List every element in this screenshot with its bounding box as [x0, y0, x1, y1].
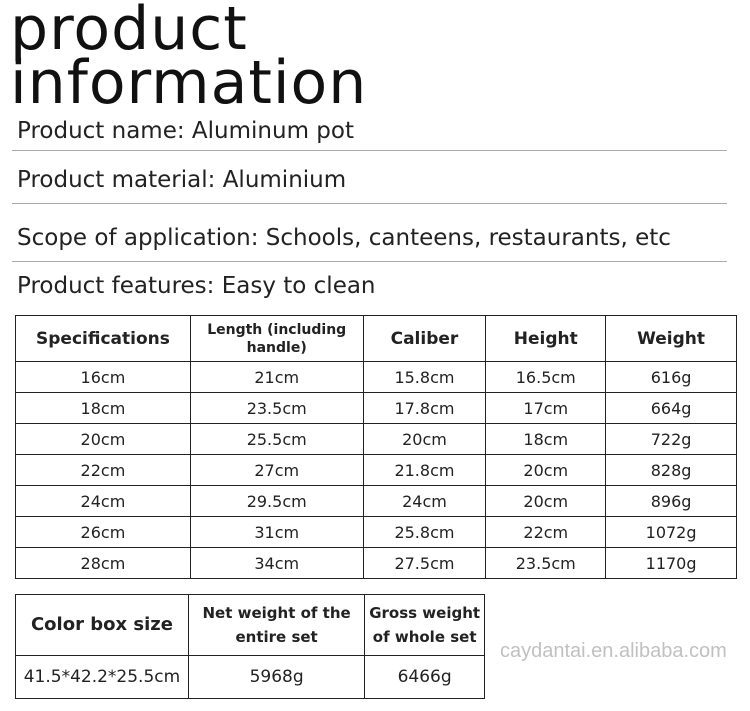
watermark: caydantai.en.alibaba.com [500, 640, 727, 662]
product-features: Product features: Easy to clean [17, 273, 376, 299]
divider [12, 203, 727, 204]
cell-specification: 20cm [16, 424, 191, 455]
title-line-2: information [10, 48, 368, 118]
cell-specification: 24cm [16, 486, 191, 517]
scope-of-application: Scope of application: Schools, canteens, restaurants, etc [17, 225, 671, 251]
cell-height: 23.5cm [486, 548, 606, 579]
cell-length: 27cm [190, 455, 363, 486]
specifications-table [15, 315, 737, 579]
cell-height: 16.5cm [486, 362, 606, 393]
header-caliber: Caliber [363, 316, 486, 362]
cell-caliber: 24cm [363, 486, 486, 517]
cell-caliber: 17.8cm [363, 393, 486, 424]
table-row [16, 362, 737, 393]
cell-caliber: 15.8cm [363, 362, 486, 393]
cell-specification: 22cm [16, 455, 191, 486]
cell-length: 23.5cm [190, 393, 363, 424]
cell-caliber: 25.8cm [363, 517, 486, 548]
cell-specification: 28cm [16, 548, 191, 579]
cell-length: 31cm [190, 517, 363, 548]
cell-weight: 896g [606, 486, 737, 517]
table-header-row [16, 316, 737, 362]
header-gross-weight: Gross weight of whole set [365, 595, 485, 656]
cell-height: 17cm [486, 393, 606, 424]
cell-height: 18cm [486, 424, 606, 455]
cell-weight: 664g [606, 393, 737, 424]
header-height: Height [486, 316, 606, 362]
divider [12, 150, 727, 151]
header-length: Length (including handle) [190, 316, 363, 362]
cell-height: 20cm [486, 455, 606, 486]
cell-length: 34cm [190, 548, 363, 579]
cell-gross-weight: 6466g [365, 656, 485, 699]
cell-length: 29.5cm [190, 486, 363, 517]
cell-weight: 1072g [606, 517, 737, 548]
header-color-box-size: Color box size [16, 595, 189, 656]
table-row [16, 424, 737, 455]
product-material: Product material: Aluminium [17, 167, 347, 193]
product-name: Product name: Aluminum pot [17, 118, 354, 144]
table-row [16, 656, 485, 699]
cell-height: 20cm [486, 486, 606, 517]
header-net-weight: Net weight of the entire set [188, 595, 364, 656]
header-weight: Weight [606, 316, 737, 362]
cell-height: 22cm [486, 517, 606, 548]
cell-caliber: 27.5cm [363, 548, 486, 579]
divider [12, 261, 727, 262]
cell-weight: 1170g [606, 548, 737, 579]
table-row [16, 455, 737, 486]
title-line-1: product [10, 0, 248, 64]
cell-specification: 16cm [16, 362, 191, 393]
cell-length: 25.5cm [190, 424, 363, 455]
table-row [16, 393, 737, 424]
cell-weight: 828g [606, 455, 737, 486]
table-row [16, 486, 737, 517]
cell-weight: 616g [606, 362, 737, 393]
cell-caliber: 21.8cm [363, 455, 486, 486]
table-row [16, 548, 737, 579]
table-row [16, 517, 737, 548]
cell-specification: 26cm [16, 517, 191, 548]
table-header-row [16, 595, 485, 656]
cell-net-weight: 5968g [188, 656, 364, 699]
cell-specification: 18cm [16, 393, 191, 424]
cell-color-box-size: 41.5*42.2*25.5cm [16, 656, 189, 699]
header-specifications: Specifications [16, 316, 191, 362]
cell-length: 21cm [190, 362, 363, 393]
color-box-table [15, 594, 485, 699]
cell-caliber: 20cm [363, 424, 486, 455]
cell-weight: 722g [606, 424, 737, 455]
